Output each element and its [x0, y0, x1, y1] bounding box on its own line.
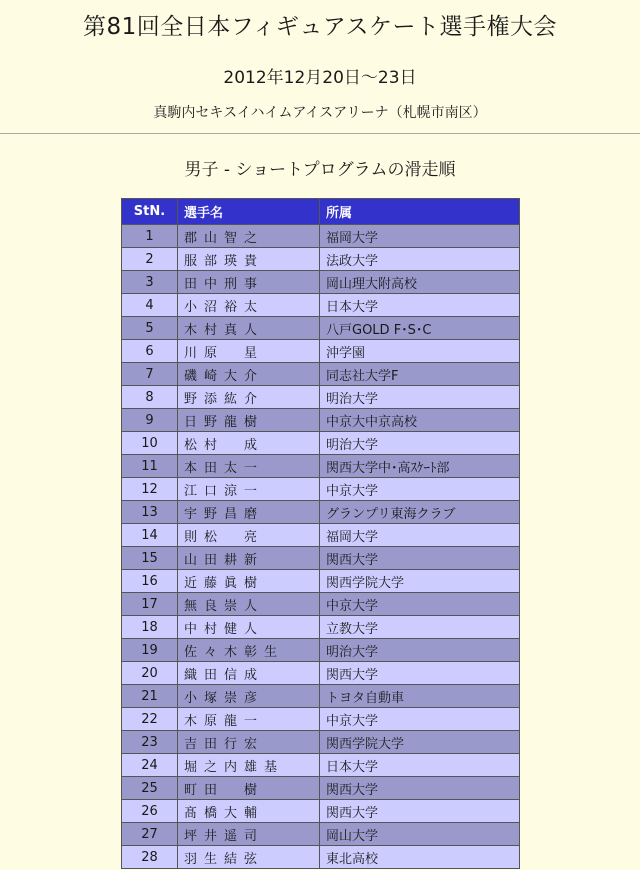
cell-stn: 14 — [122, 524, 178, 547]
cell-club: 法政大学 — [320, 248, 520, 271]
cell-club: 中京大学 — [320, 478, 520, 501]
table-row — [122, 524, 520, 547]
cell-club: 中京大学 — [320, 708, 520, 731]
cell-skater-name: 日野龍樹 — [178, 409, 320, 432]
divider — [0, 133, 640, 134]
cell-stn: 8 — [122, 386, 178, 409]
cell-stn: 19 — [122, 639, 178, 662]
cell-skater-name: 堀之内雄基 — [178, 754, 320, 777]
cell-club: 東北高校 — [320, 846, 520, 869]
cell-club: 関西大学 — [320, 547, 520, 570]
cell-stn: 22 — [122, 708, 178, 731]
event-date: 2012年12月20日～23日 — [223, 68, 417, 88]
cell-stn: 15 — [122, 547, 178, 570]
table-row — [122, 731, 520, 754]
table-row — [122, 248, 520, 271]
cell-skater-name: 野添紘介 — [178, 386, 320, 409]
table-row — [122, 570, 520, 593]
cell-skater-name: 田中刑事 — [178, 271, 320, 294]
cell-club: 日本大学 — [320, 294, 520, 317]
cell-club: 関西大学 — [320, 800, 520, 823]
cell-club: 岡山理大附高校 — [320, 271, 520, 294]
cell-skater-name: 羽生結弦 — [178, 846, 320, 869]
cell-skater-name: 磯崎大介 — [178, 363, 320, 386]
cell-skater-name: 織田信成 — [178, 662, 320, 685]
cell-club: 中京大中京高校 — [320, 409, 520, 432]
table-row — [122, 662, 520, 685]
table-row — [122, 363, 520, 386]
cell-club: 沖学園 — [320, 340, 520, 363]
cell-club: 関西学院大学 — [320, 731, 520, 754]
column-header-stn: StN. — [122, 199, 178, 225]
section-title: 男子 - ショートプログラムの滑走順 — [184, 160, 456, 180]
table-row — [122, 271, 520, 294]
cell-skater-name: 中村健人 — [178, 616, 320, 639]
table-row — [122, 777, 520, 800]
cell-skater-name: 髙橋大輔 — [178, 800, 320, 823]
cell-skater-name: 服部瑛貴 — [178, 248, 320, 271]
table-row — [122, 386, 520, 409]
table-row — [122, 294, 520, 317]
cell-skater-name: 山田耕新 — [178, 547, 320, 570]
cell-stn: 23 — [122, 731, 178, 754]
cell-skater-name: 木原龍一 — [178, 708, 320, 731]
table-row — [122, 225, 520, 248]
cell-stn: 26 — [122, 800, 178, 823]
cell-stn: 10 — [122, 432, 178, 455]
cell-club: 明治大学 — [320, 639, 520, 662]
starting-order-table-container — [121, 198, 519, 869]
cell-stn: 1 — [122, 225, 178, 248]
event-venue: 真駒内セキスイハイムアイスアリーナ（札幌市南区） — [153, 105, 487, 121]
cell-stn: 25 — [122, 777, 178, 800]
cell-stn: 16 — [122, 570, 178, 593]
cell-skater-name: 近藤眞樹 — [178, 570, 320, 593]
cell-club: 福岡大学 — [320, 225, 520, 248]
table-row — [122, 593, 520, 616]
cell-skater-name: 小塚崇彦 — [178, 685, 320, 708]
table-row — [122, 708, 520, 731]
cell-skater-name: 郡山智之 — [178, 225, 320, 248]
cell-stn: 11 — [122, 455, 178, 478]
cell-skater-name: 江口涼一 — [178, 478, 320, 501]
cell-club: 明治大学 — [320, 386, 520, 409]
cell-skater-name: 無良崇人 — [178, 593, 320, 616]
table-row — [122, 340, 520, 363]
cell-club: 八戸GOLD F･S･C — [320, 317, 520, 340]
cell-stn: 2 — [122, 248, 178, 271]
cell-club: 福岡大学 — [320, 524, 520, 547]
column-header-name: 選手名 — [178, 199, 320, 225]
cell-stn: 21 — [122, 685, 178, 708]
cell-skater-name: 宇野昌磨 — [178, 501, 320, 524]
cell-stn: 12 — [122, 478, 178, 501]
cell-club: 明治大学 — [320, 432, 520, 455]
cell-club: 岡山大学 — [320, 823, 520, 846]
cell-skater-name: 吉田行宏 — [178, 731, 320, 754]
cell-stn: 7 — [122, 363, 178, 386]
cell-club: 同志社大学F — [320, 363, 520, 386]
cell-stn: 17 — [122, 593, 178, 616]
table-row — [122, 639, 520, 662]
cell-club: グランプリ東海クラブ — [320, 501, 520, 524]
cell-club: 関西大学 — [320, 777, 520, 800]
cell-skater-name: 木村真人 — [178, 317, 320, 340]
cell-skater-name: 町田 樹 — [178, 777, 320, 800]
table-row — [122, 754, 520, 777]
cell-stn: 18 — [122, 616, 178, 639]
cell-stn: 13 — [122, 501, 178, 524]
cell-club: 中京大学 — [320, 593, 520, 616]
table-row — [122, 501, 520, 524]
table-row — [122, 547, 520, 570]
cell-club: 日本大学 — [320, 754, 520, 777]
page-header — [0, 0, 640, 120]
cell-stn: 28 — [122, 846, 178, 869]
table-row — [122, 800, 520, 823]
table-row — [122, 432, 520, 455]
table-body — [122, 225, 520, 869]
table-row — [122, 317, 520, 340]
cell-club: 関西学院大学 — [320, 570, 520, 593]
cell-skater-name: 本田太一 — [178, 455, 320, 478]
cell-stn: 24 — [122, 754, 178, 777]
cell-stn: 20 — [122, 662, 178, 685]
table-row — [122, 685, 520, 708]
cell-skater-name: 小沼裕太 — [178, 294, 320, 317]
cell-skater-name: 佐々木彰生 — [178, 639, 320, 662]
starting-order-table — [121, 198, 520, 869]
page-title: 第81回全日本フィギュアスケート選手権大会 — [82, 14, 557, 40]
cell-stn: 5 — [122, 317, 178, 340]
cell-stn: 9 — [122, 409, 178, 432]
cell-club: 関西大学 — [320, 662, 520, 685]
cell-club: トヨタ自動車 — [320, 685, 520, 708]
table-row — [122, 409, 520, 432]
cell-skater-name: 坪井遥司 — [178, 823, 320, 846]
table-row — [122, 616, 520, 639]
table-header-row — [122, 199, 520, 225]
cell-stn: 27 — [122, 823, 178, 846]
cell-club: 関西大学中･高ｽｹｰﾄ部 — [320, 455, 520, 478]
cell-stn: 3 — [122, 271, 178, 294]
cell-skater-name: 松村 成 — [178, 432, 320, 455]
table-row — [122, 455, 520, 478]
cell-skater-name: 則松 亮 — [178, 524, 320, 547]
column-header-club: 所属 — [320, 199, 520, 225]
cell-stn: 6 — [122, 340, 178, 363]
cell-club: 立教大学 — [320, 616, 520, 639]
cell-skater-name: 川原 星 — [178, 340, 320, 363]
cell-stn: 4 — [122, 294, 178, 317]
table-row — [122, 846, 520, 869]
table-row — [122, 478, 520, 501]
table-row — [122, 823, 520, 846]
